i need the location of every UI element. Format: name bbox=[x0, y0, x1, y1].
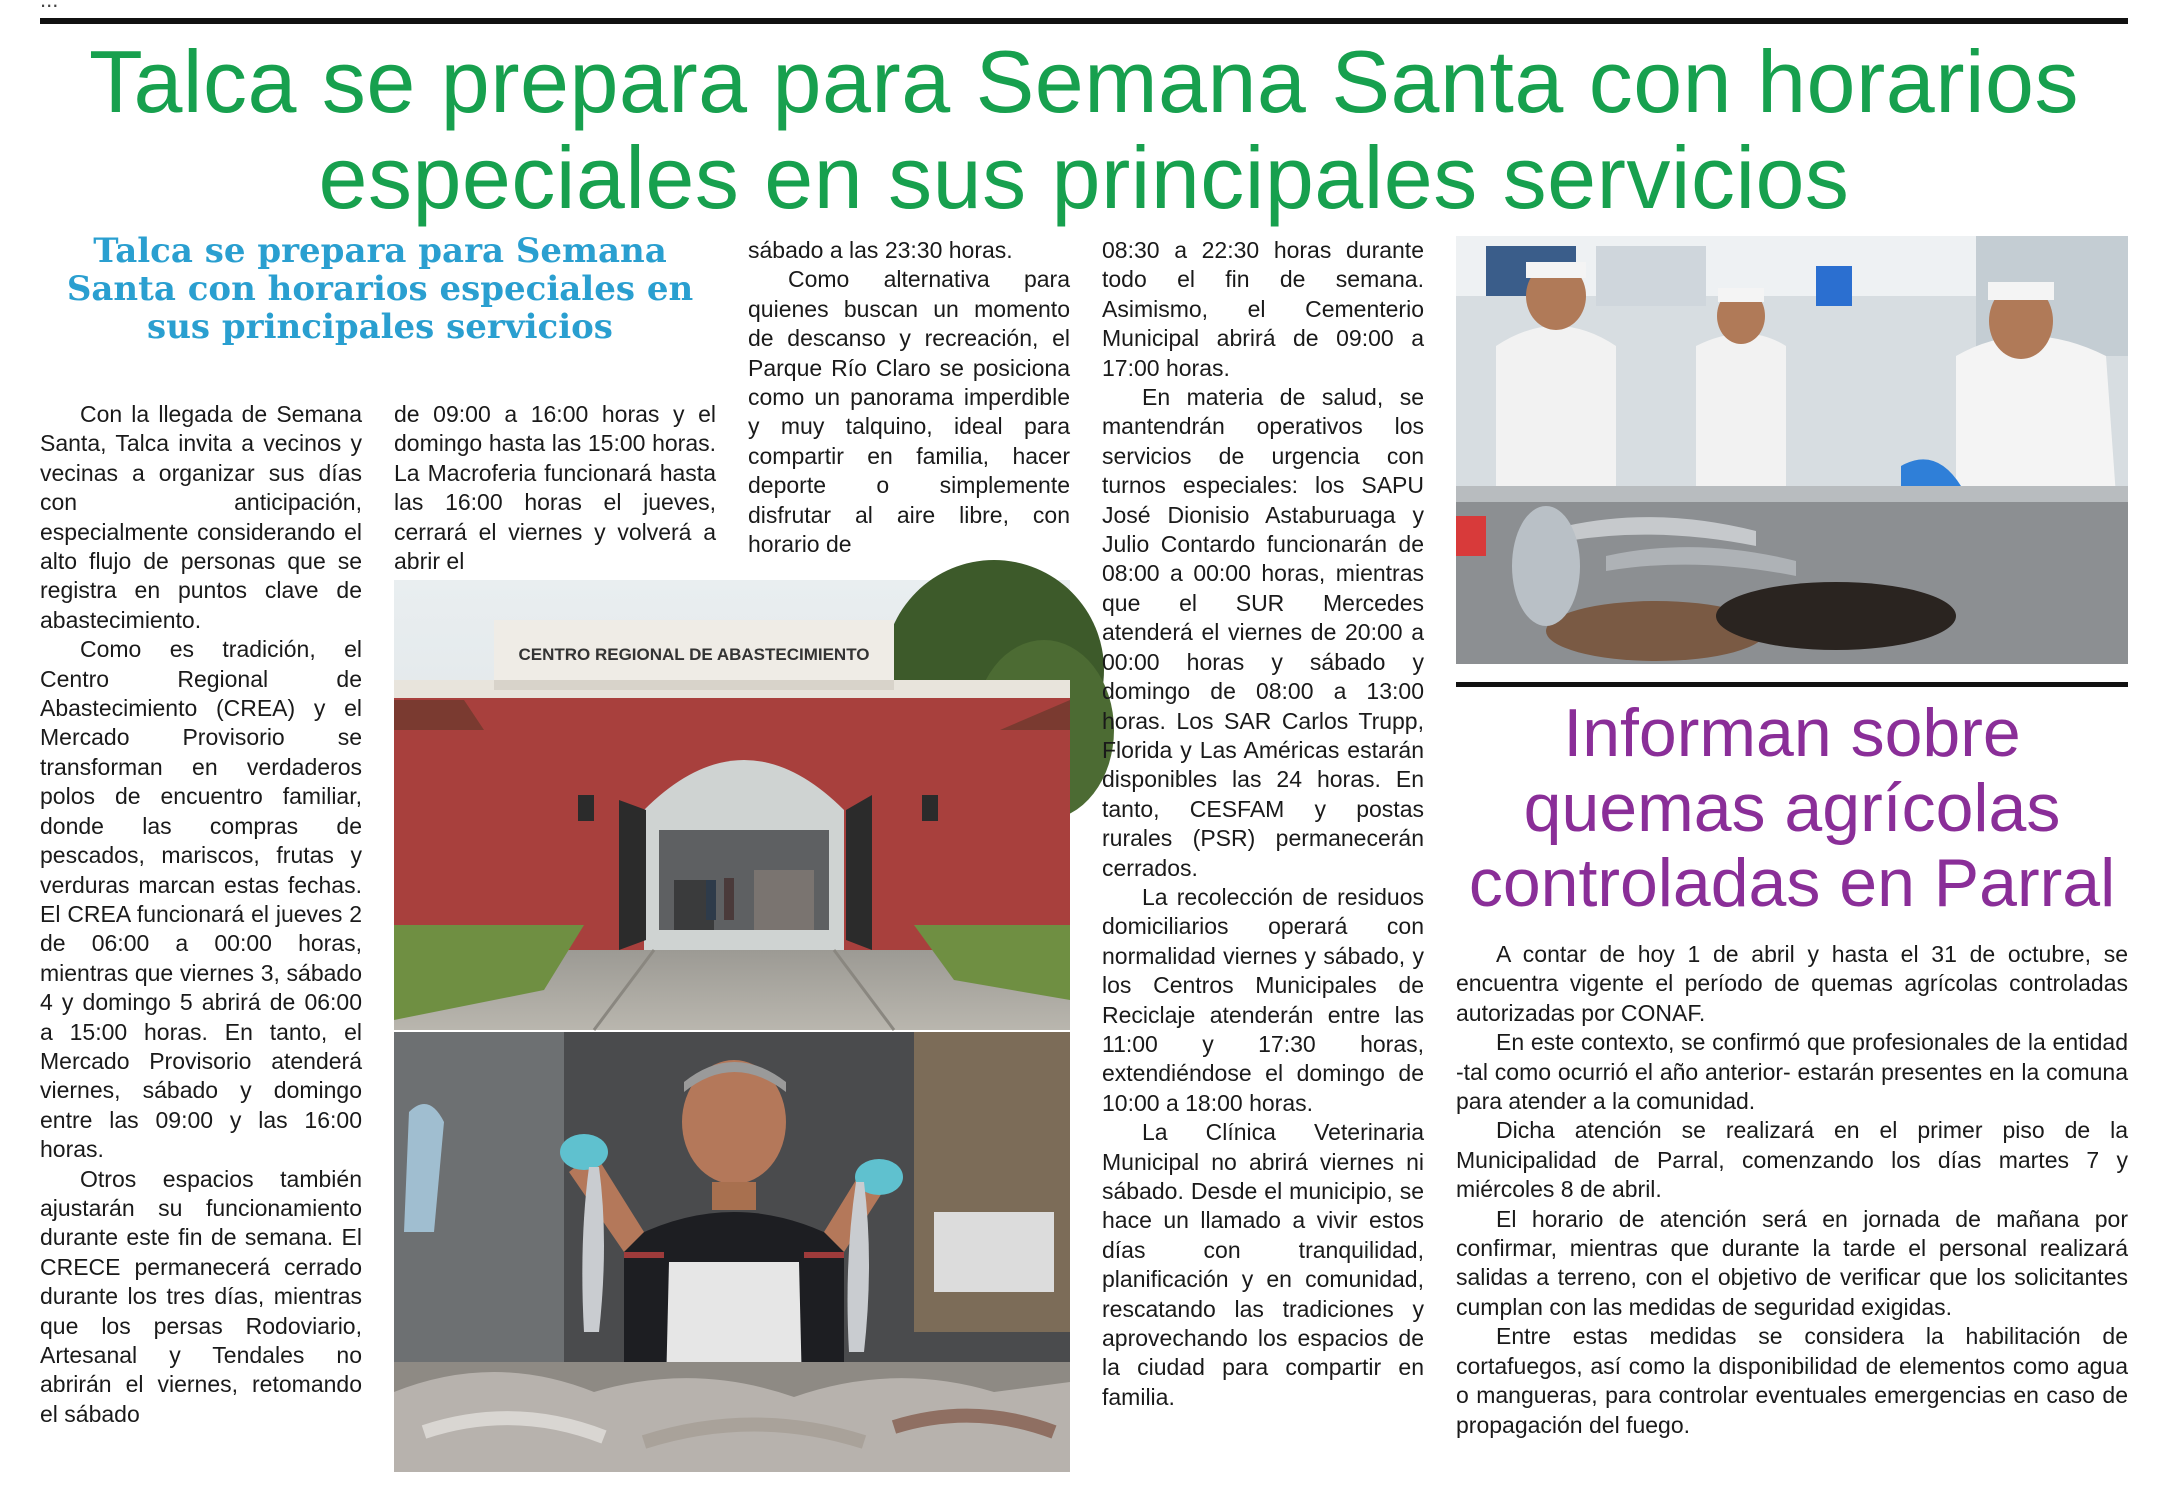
paragraph: Con la llegada de Semana Santa, Talca invita a vecinos y vecinas a organizar sus días con anticipación, especialmente considerando el alto flujo de personas que se registra en puntos clave de abastecimiento. bbox=[40, 401, 362, 633]
cut-off-previous-text bbox=[40, 0, 1440, 1]
paragraph: Entre estas medidas se considera la habilitación de cortafuegos, así como la disponibilidad de elementos como agua o mangueras, para controlar eventuales emergencias en caso de propagación del fuego. bbox=[1456, 1323, 2128, 1438]
second-article-headline: Informan sobre quemas agrícolas controladas en Parral bbox=[1468, 695, 2116, 921]
paragraph: Otros espacios también ajustarán su funcionamiento durante este fin de semana. El CRECE permanecerá cerrado durante los tres días, mientras que los persas Rodoviario, Artesanal y Tendales no abrirán el viernes, retomando el sábado bbox=[40, 1165, 362, 1427]
paragraph: La Clínica Veterinaria Municipal no abrirá viernes ni sábado. Desde el municipio, se hace un llamado a vivir estos días con tranquilidad, planificación y en comunidad, rescatando las tradiciones y aprovechando los espacios de la ciudad para compartir en familia. bbox=[1102, 1119, 1424, 1410]
photo-market-entrance bbox=[394, 580, 1070, 1030]
article-sub-headline: Talca se prepara para Semana Santa con horarios especiales en sus principales servicios bbox=[66, 231, 694, 347]
article-column-4 bbox=[1102, 236, 1424, 1412]
paragraph: Como es tradición, el Centro Regional de Abastecimiento (CREA) y el Mercado Provisorio se transforman en verdaderos polos de encuentro familiar, donde las compras de pescados, mariscos, frutas y verduras marcan estas fechas. El CREA funcionará el jueves 2 de 06:00 a 00:00 horas, mientras que viernes 3, sábado 4 y domingo 5 abrirá de 06:00 a 15:00 horas. En tanto, el Mercado Provisorio atenderá viernes, sábado y domingo entre las 09:00 y las 16:00 horas. bbox=[40, 636, 362, 1163]
paragraph: sábado a las 23:30 horas. bbox=[748, 237, 1013, 263]
article-divider bbox=[1456, 682, 2128, 687]
paragraph: A contar de hoy 1 de abril y hasta el 31 de octubre, se encuentra vigente el período de quemas agrícolas controladas autorizadas por CONAF. bbox=[1456, 941, 2128, 1026]
paragraph: El horario de atención será en jornada de mañana por confirmar, mientras que durante la tarde el personal realizará salidas a terreno, con el objetivo de verificar que los solicitantes cumplan con las medidas de seguridad exigidas. bbox=[1456, 1205, 2128, 1320]
article-column-1 bbox=[40, 400, 362, 1429]
paragraph: Como alternativa para quienes buscan un momento de descanso y recreación, el Parque Río Claro se posiciona como un panorama imperdible y muy talquino, ideal para compartir en familia, hacer deporte o simplemente disfrutar al aire libre, con horario de bbox=[748, 266, 1070, 558]
second-article-body bbox=[1456, 940, 2128, 1440]
sign-text: CENTRO REGIONAL DE ABASTECIMIENTO bbox=[518, 645, 870, 664]
top-divider bbox=[40, 18, 2128, 24]
paragraph: En materia de salud, se mantendrán operativos los servicios de urgencia con turnos especiales: los SAPU José Dionisio Astaburuaga y Julio Contardo funcionarán de 08:00 a 00:00 horas, mientras que el SUR Mercedes atenderá el viernes de 20:00 a 00:00 horas y sábado y domingo de 08:00 a 13:00 horas. Los SAR Carlos Trupp, Florida y Las Américas estarán disponibles las 24 horas. En tanto, CESFAM y postas rurales (PSR) permanecerán cerrados. bbox=[1102, 384, 1424, 881]
paragraph: de 09:00 a 16:00 horas y el domingo hasta las 15:00 horas. La Macroferia funcionará hasta las 16:00 horas el jueves, cerrará el viernes y volverá a abrir el bbox=[394, 401, 716, 575]
article-column-3 bbox=[748, 236, 1070, 559]
paragraph: En este contexto, se confirmó que profesionales de la entidad -tal como ocurrió el año anterior- estarán presentes en la comuna para atender a la comunidad. bbox=[1456, 1029, 2128, 1115]
photo-fish-stall bbox=[1456, 236, 2128, 664]
main-headline: Talca se prepara para Semana Santa con horarios especiales en sus principales servicios bbox=[88, 32, 2079, 227]
photo-fish-vendor bbox=[394, 1032, 1070, 1472]
paragraph: La recolección de residuos domiciliarios operará con normalidad viernes y sábado, y los Centros Municipales de Reciclaje atenderán entre las 11:00 y 17:30 horas, extendiéndose el domingo de 10:00 a 18:00 horas. bbox=[1102, 883, 1424, 1116]
paragraph: Dicha atención se realizará en el primer piso de la Municipalidad de Parral, comenzando los días martes 7 y miércoles 8 de abril. bbox=[1456, 1117, 2128, 1203]
paragraph: 08:30 a 22:30 horas durante todo el fin de semana. Asimismo, el Cementerio Municipal abrirá de 09:00 a 17:00 horas. bbox=[1102, 237, 1424, 381]
article-column-2 bbox=[394, 400, 716, 576]
